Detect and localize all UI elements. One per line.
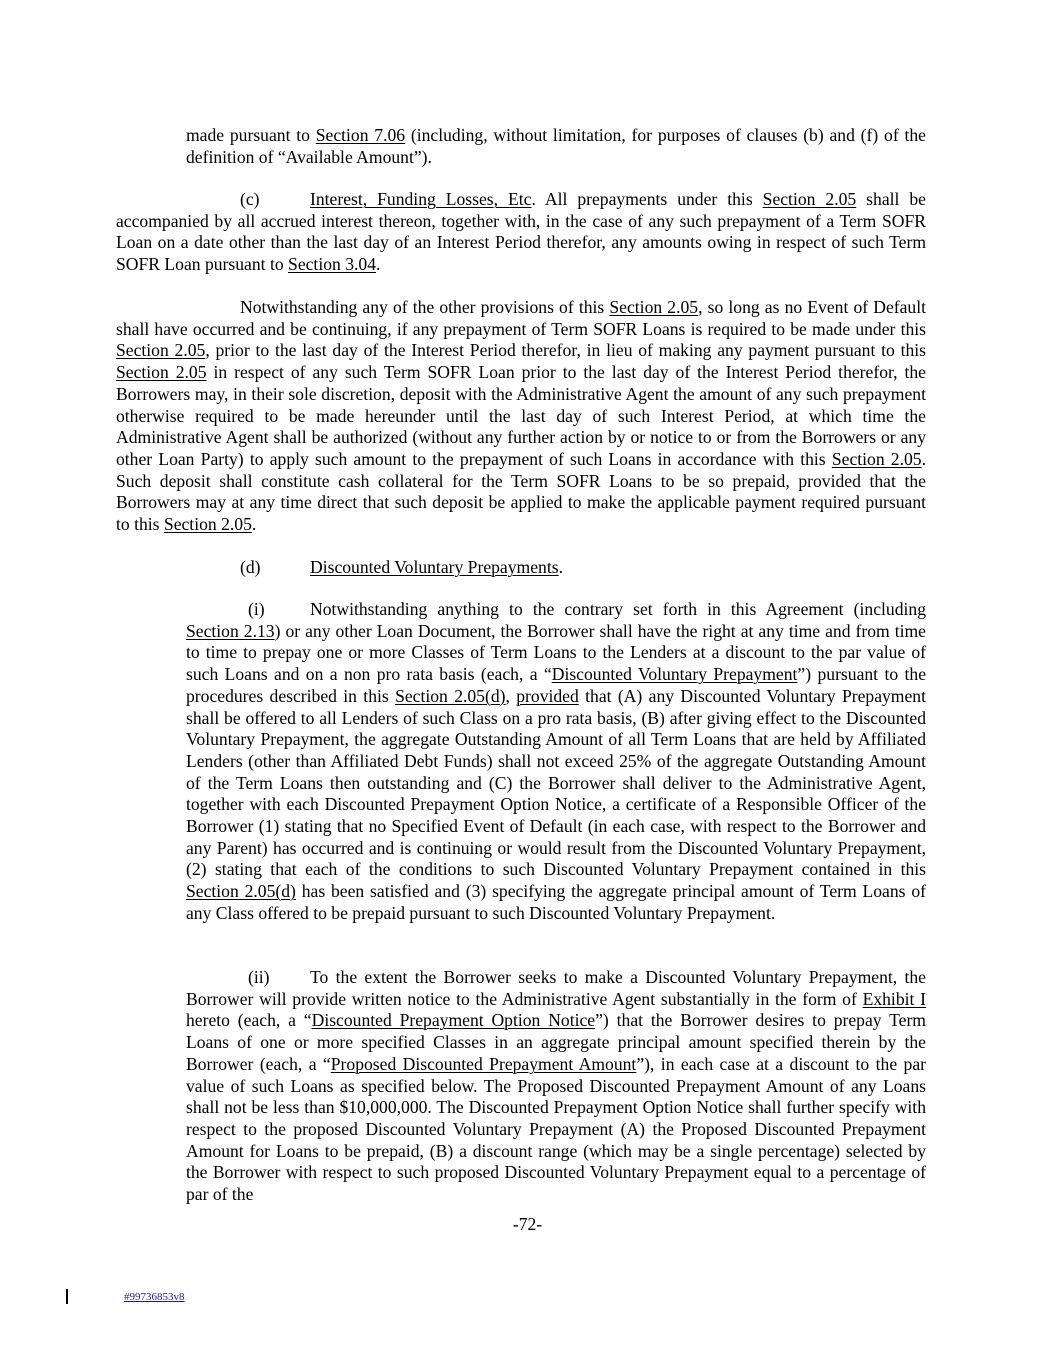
subclause-i: (i) Notwithstanding anything to the contrary set forth in this Agreement (including Section 2.13) or any other Loan Document, the Borrower shall have the right at any time and from time to time to prepay one or more Classes of Term Loans to the Lenders at a discount to the par value of such Loans and on a non pro rata basis (each, a “Discounted Voluntary Prepayment”) pursuant to the procedures described in this Section 2.05(d), provided that (A) any Discounted Voluntary Prepayment shall be offered to all Lenders of such Class on a pro rata basis, (B) after giving effect to the Discounted Voluntary Prepayment, the aggregate Outstanding Amount of all Term Loans that are held by Affiliated Lenders (other than Affiliated Debt Funds) shall not exceed 25% of the aggregate Outstanding Amount of the Term Loans then outstanding and (C) the Borrower shall deliver to the Administrative Agent, together with each Discounted Prepayment Option Notice, a certificate of a Responsible Officer of the Borrower (1) stating that no Specified Event of Default (in each case, with respect to the Borrower and any Parent) has occurred and is continuing or would result from the Discounted Voluntary Prepayment, (2) stating that each of the conditions to such Discounted Voluntary Prepayment contained in this Section 2.05(d) has been satisfied and (3) specifying the aggregate principal amount of Term Loans of any Class offered to be prepaid pursuant to such Discounted Voluntary Prepayment. — [186, 599, 926, 923]
section-link: Section 7.06 — [315, 125, 406, 145]
section-link: Section 2.05(d) — [186, 881, 296, 902]
paragraph-c: (c) Interest, Funding Losses, Etc. All prepayments under this Section 2.05 shall be accompanied by all accrued interest thereon, together with, in the case of any such prepayment of a Term SOFR Loan on a date other than the last day of an Interest Period therefor, any amounts owing in respect of such Term SOFR Loan pursuant to Section 3.04. — [116, 189, 926, 275]
proviso-term: provided — [516, 685, 579, 706]
section-link: Section 2.05 — [163, 514, 252, 535]
clause-heading: Interest, Funding Losses, Etc — [310, 189, 532, 209]
section-link: Section 2.05 — [762, 189, 857, 209]
clause-label: (c) — [240, 189, 260, 209]
section-link: Section 2.05 — [116, 362, 207, 383]
clause-label: (ii) — [248, 967, 270, 987]
paragraph-continuation: made pursuant to Section 7.06 (including, without limitation, for purposes of clauses (b) and (f) of the definition of “Available Amount”). — [186, 125, 926, 167]
paragraph-d-heading: (d) Discounted Voluntary Prepayments. — [240, 557, 563, 577]
section-link: Section 2.05 — [831, 448, 922, 469]
change-bar — [66, 1289, 68, 1304]
clause-label: (i) — [248, 599, 265, 619]
paragraph-notwithstanding: Notwithstanding any of the other provisions of this Section 2.05, so long as no Event of Default shall have occurred and be continuing, if any prepayment of Term SOFR Loans is required to be made under this Section 2.05, prior to the last day of the Interest Period therefor, in lieu of making any payment pursuant to this Section 2.05 in respect of any such Term SOFR Loan prior to the last day of the Interest Period therefor, the Borrowers may, in their sole discretion, deposit with the Administrative Agent the amount of any such prepayment otherwise required to be made hereunder until the last day of such Interest Period, at which time the Administrative Agent shall be authorized (without any further action by or notice to or from the Borrowers or any other Loan Party) to apply such amount to the prepayment of such Loans in accordance with this Section 2.05. Such deposit shall constitute cash collateral for the Term SOFR Loans to be so prepaid, provided that the Borrowers may at any time direct that such deposit be applied to make the applicable payment required pursuant to this Section 2.05. — [116, 297, 926, 535]
section-link: Section 2.13 — [186, 620, 275, 641]
section-link: Section 2.05(d) — [395, 685, 506, 706]
document-id: #99736853v8 — [124, 1291, 185, 1303]
section-link: Section 2.05 — [116, 340, 206, 361]
subclause-ii: (ii) To the extent the Borrower seeks to make a Discounted Voluntary Prepayment, the Borrower will provide written notice to the Administrative Agent substantially in the form of Exhibit I hereto (each, a “Discounted Prepayment Option Notice”) that the Borrower desires to prepay Term Loans of one or more specified Classes in an aggregate principal amount specified therein by the Borrower (each, a “Proposed Discounted Prepayment Amount”), in each case at a discount to the par value of such Loans as specified below. The Proposed Discounted Prepayment Amount of any Loans shall not be less than $10,000,000. The Discounted Prepayment Option Notice shall further specify with respect to the proposed Discounted Voluntary Prepayment (A) the Proposed Discounted Prepayment Amount for Loans to be prepaid, (B) a discount range (which may be a single percentage) selected by the Borrower with respect to such proposed Discounted Voluntary Prepayment equal to a percentage of par of the — [186, 967, 927, 1205]
section-link: Section 3.04 — [288, 254, 376, 275]
clause-label: (d) — [240, 557, 261, 577]
defined-term: Discounted Prepayment Option Notice — [311, 1010, 596, 1031]
defined-term: Proposed Discounted Prepayment Amount — [330, 1053, 637, 1074]
clause-heading: Discounted Voluntary Prepayments — [310, 557, 559, 577]
exhibit-link: Exhibit I — [862, 988, 927, 1009]
section-link: Section 2.05 — [609, 297, 699, 317]
page-number: -72- — [512, 1214, 543, 1234]
defined-term: Discounted Voluntary Prepayment — [551, 664, 798, 685]
